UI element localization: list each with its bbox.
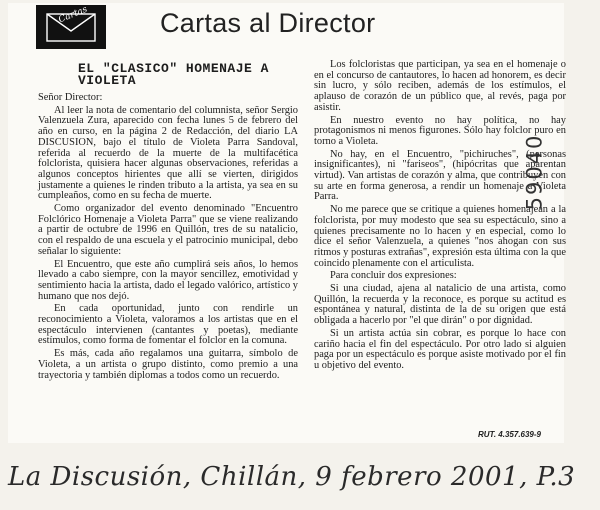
author-rut: RUT. 4.357.639-9 (478, 430, 541, 439)
paragraph: El Encuentro, que este año cumplirá seis años, lo hemos llevado a cabo siempre, con la mayor sencillez, emotividad y sentimiento hacia la artista, dado el legado valórico, artístico y humano que nos dejó. (38, 258, 298, 302)
paragraph: Al leer la nota de comentario del columnista, señor Sergio Valenzuela Zura, aparecido con fecha lunes 5 de febrero del año en curso, en la página 2 de Redacción, del diario LA DISCUSION, bajo el título de Violeta Parra Sandoval, referida al recuerdo de la muerte de la multifacética folclorista, quisiera hacer algunas observaciones, referidas a algunos conceptos hirientes que allí se vierten, dirigidos justamente a quienes le rinden tributo a la artista, ya sea en su cumpleaños, como en su fecha de muerte. (38, 104, 298, 202)
article-column-1 (38, 93, 298, 381)
article-column-2 (314, 60, 566, 372)
newspaper-clipping (8, 3, 564, 443)
salutation: Señor Director: (38, 92, 103, 103)
paragraph: Los folcloristas que participan, ya sea en el homenaje o en el concurso de cantautores, lo hacen ad honorem, es decir sin lucro, y sólo reciben, además de los estímulos, el aplauso de corazón de un público que, al revés, paga por asistir. (314, 59, 566, 113)
paragraph: Para concluir dos expresiones: (330, 270, 457, 282)
section-title: Cartas al Director (160, 8, 376, 38)
side-number-text: 59040 (522, 133, 547, 211)
paragraph: Como organizador del evento denominado "Encuentro Folclórico Homenaje a Violeta Parra" que se viene realizando a partir de octubre de 1996 en Quillón, tres de su natalicio, con el respaldo de una escuela y el patrocinio municipal, debo señalar lo siguiente: (38, 203, 298, 257)
section-logo (36, 5, 106, 49)
paragraph: No me parece que se critique a quienes homenajean a la folclorista, por muy modesto que sea su espectáculo, sino a quienes precisamente no lo hacen y en especial, como lo dice el señor Valenzuela, a quienes "nos ahogan con sus ritmos y posturas extrañas", expresión esta última con la que coincido plenamente con el articulista. (314, 204, 566, 269)
paragraph: Es más, cada año regalamos una guitarra, símbolo de Violeta, a un artista o grupo distinto, como premio a una trayectoria y también diplomas a todos como un recuerdo. (38, 348, 298, 381)
logo-script-text: Cartas (57, 4, 89, 26)
paragraph: En nuestro evento no hay política, no hay protagonismos ni menos figurones. Sólo hay folclor puro en torno a Violeta. (314, 114, 566, 147)
paragraph: En cada oportunidad, junto con rendirle un reconocimiento a Violeta, valoramos a los artistas que en el espectáculo intervienen (cantantes y poetas), mediante estímulos, como forma de fomentar el folclor en la comuna. (38, 303, 298, 347)
paragraph: No hay, en el Encuentro, "pichiruches", (personas insignificantes), ni "fariseos", (hipócritas que aparentan virtud). Van artistas de corazón y alma, que contribuyen con su arte en forma generosa, a rendir un homenaje a Violeta Parra. (314, 148, 566, 203)
handwritten-source-note: La Discusión, Chillán, 9 febrero 2001, P.3 (8, 462, 576, 492)
paragraph: Si un artista actúa sin cobrar, es porque lo hace con cariño hacia el fin del espectáculo. Por otro lado si alguien paga por un espectáculo es porque asiste motivado por el fin u objetivo del evento. (314, 327, 566, 371)
paragraph: Si una ciudad, ajena al natalicio de una artista, como Quillón, la recuerda y la reconoce, es porque su actitud es espontánea y natural, distinta de la de su origen que está obligada a hacerlo por "el que dirán" o por dignidad. (314, 283, 566, 327)
handwritten-side-number (522, 60, 596, 280)
article-headline: EL "CLASICO" HOMENAJE A VIOLETA (78, 61, 269, 88)
